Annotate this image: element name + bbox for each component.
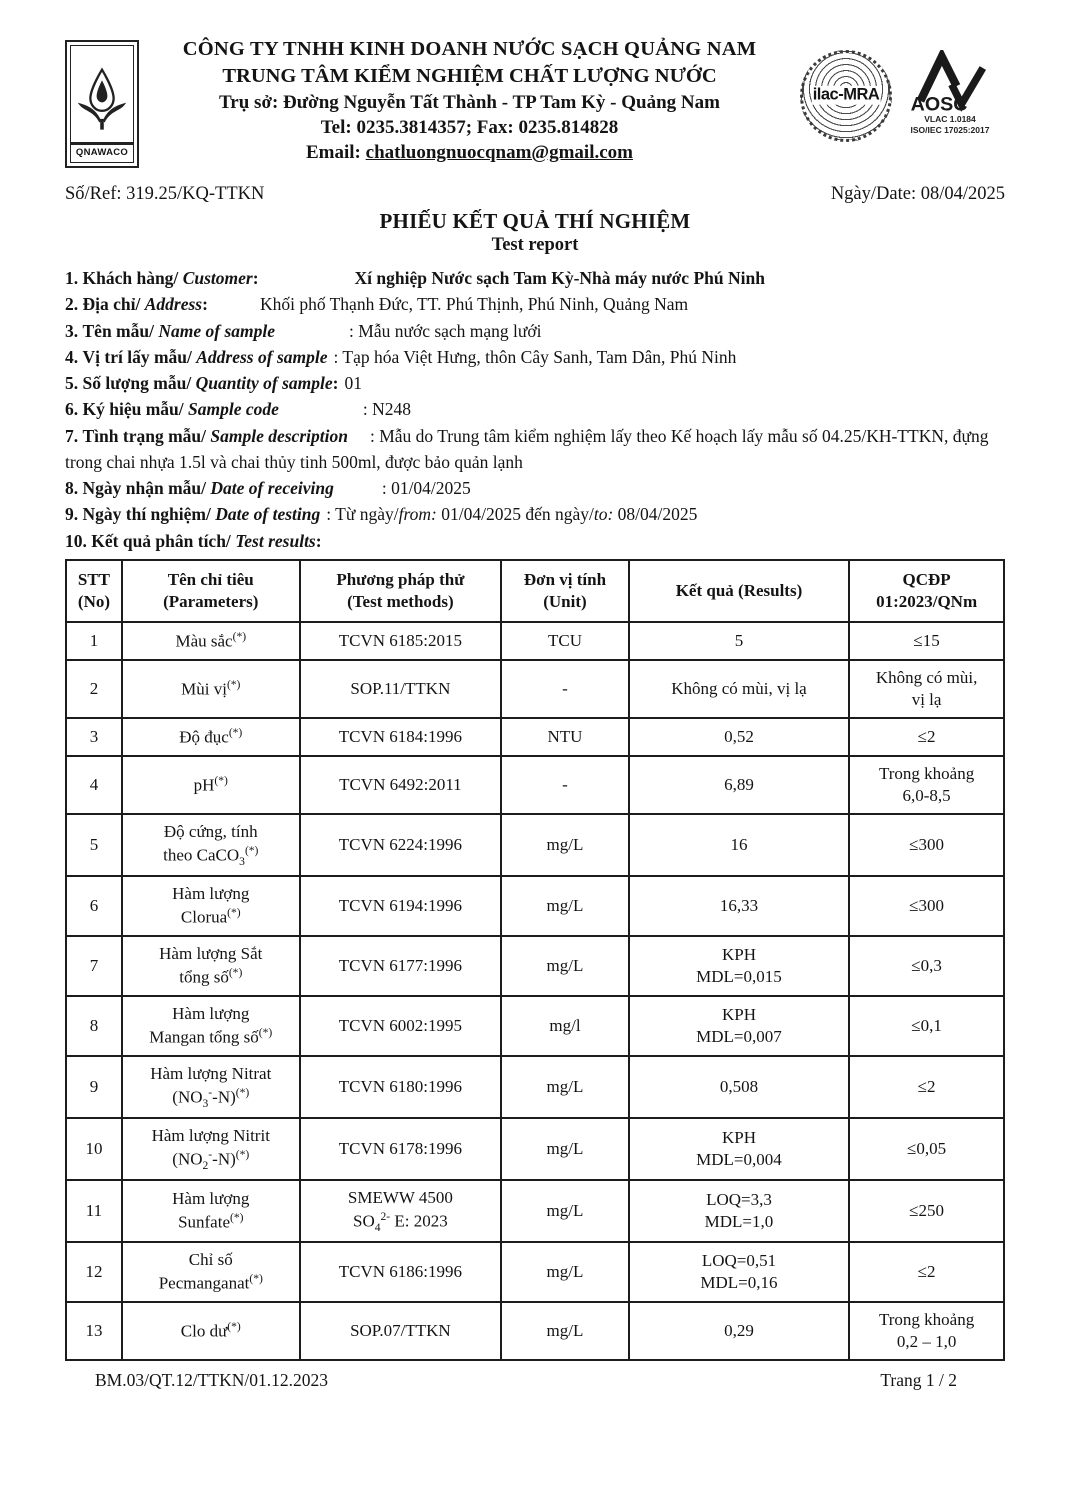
table-cell: LOQ=0,51 MDL=0,16 (629, 1242, 849, 1302)
table-cell: 7 (66, 936, 122, 996)
table-cell: mg/L (501, 936, 629, 996)
table-cell: 0,52 (629, 718, 849, 756)
org-tel-fax: Tel: 0235.3814357; Fax: 0235.814828 (320, 117, 619, 139)
table-cell: SOP.11/TTKN (300, 660, 502, 718)
table-cell: 5 (66, 814, 122, 876)
table-header-row (66, 560, 1004, 622)
aosc-logo (900, 50, 1000, 142)
table-cell: TCVN 6185:2015 (300, 622, 502, 660)
sample-description-value: : Mẫu do Trung tâm kiểm nghiệm lấy theo Kế hoạch lấy mẫu số 04.25/KH-TTKN, đựng trong chai nhựa 1.5l và chai thủy tinh 500ml, được bảo quản lạnh (65, 425, 989, 472)
table-cell: mg/L (501, 1118, 629, 1180)
table-cell: NTU (501, 718, 629, 756)
table-cell: mg/L (501, 1180, 629, 1242)
table-row (66, 756, 1004, 814)
table-cell: KPH MDL=0,004 (629, 1118, 849, 1180)
table-cell: 10 (66, 1118, 122, 1180)
center-name: TRUNG TÂM KIỂM NGHIỆM CHẤT LƯỢNG NƯỚC (222, 65, 717, 88)
table-row (66, 660, 1004, 718)
page-title: PHIẾU KẾT QUẢ THÍ NGHIỆM (379, 209, 691, 233)
table-cell: Không có mùi, vị lạ (849, 660, 1004, 718)
table-cell: 9 (66, 1056, 122, 1118)
company-name: CÔNG TY TNHH KINH DOANH NƯỚC SẠCH QUẢNG NAM (182, 38, 757, 60)
table-cell: 16,33 (629, 876, 849, 936)
table-cell: 6 (66, 876, 122, 936)
table-cell: 4 (66, 756, 122, 814)
table-row (66, 1180, 1004, 1242)
table-cell: mg/L (501, 1302, 629, 1360)
org-email-line (143, 140, 796, 165)
table-cell: ≤300 (849, 876, 1004, 936)
table-cell: TCVN 6180:1996 (300, 1056, 502, 1118)
email-address: chatluongnuocqnam@gmail.com (365, 142, 633, 164)
table-cell: TCVN 6177:1996 (300, 936, 502, 996)
page-footer (65, 1370, 1005, 1391)
table-cell: TCU (501, 622, 629, 660)
table-cell: ≤0,1 (849, 996, 1004, 1056)
table-cell: ≤15 (849, 622, 1004, 660)
table-cell: Không có mùi, vị lạ (629, 660, 849, 718)
table-cell: 13 (66, 1302, 122, 1360)
page-subtitle: Test report (491, 235, 579, 255)
table-cell: ≤0,05 (849, 1118, 1004, 1180)
table-cell: ≤2 (849, 718, 1004, 756)
aosc-mountain-check-icon (900, 50, 1000, 114)
table-cell: ≤300 (849, 814, 1004, 876)
ref-number: Số/Ref: 319.25/KQ-TTKN (65, 184, 265, 204)
table-row (66, 622, 1004, 660)
table-cell: 2 (66, 660, 122, 718)
customer-value: Xí nghiệp Nước sạch Tam Kỳ-Nhà máy nước Phú Ninh (354, 268, 765, 288)
table-row (66, 1242, 1004, 1302)
info-item-sample-code: 6. Ký hiệu mẫu/ Sample code : N248 (65, 399, 412, 420)
aosc-label: AOSC (910, 93, 968, 114)
table-cell: 12 (66, 1242, 122, 1302)
table-cell: Hàm lượng Mangan tổng số(*) (122, 996, 300, 1056)
table-cell: TCVN 6194:1996 (300, 876, 502, 936)
table-cell: mg/L (501, 1242, 629, 1302)
results-table-body (66, 622, 1004, 1360)
column-header: Kết quả (Results) (629, 560, 849, 622)
info-item-date-receiving: 8. Ngày nhận mẫu/ Date of receiving : 01/04/2025 (65, 478, 471, 498)
table-row (66, 718, 1004, 756)
org-address: Trụ sở: Đường Nguyễn Tất Thành - TP Tam Kỳ - Quảng Nam (219, 92, 720, 114)
table-cell: Chỉ số Pecmanganat(*) (122, 1242, 300, 1302)
form-code: BM.03/QT.12/TTKN/01.12.2023 (95, 1370, 329, 1391)
table-row (66, 1118, 1004, 1180)
sample-location-value: : Tạp hóa Việt Hưng, thôn Cây Sanh, Tam Dân, Phú Ninh (333, 346, 737, 367)
table-cell: Hàm lượng Sắt tổng số(*) (122, 936, 300, 996)
table-cell: SOP.07/TTKN (300, 1302, 502, 1360)
iso-standard: ISO/IEC 17025:2017 (910, 125, 990, 136)
table-cell: Độ đục(*) (122, 718, 300, 756)
sample-code-value: : N248 (362, 399, 412, 420)
table-row (66, 876, 1004, 936)
email-label: Email: (306, 142, 366, 164)
table-row (66, 814, 1004, 876)
vlac-number: VLAC 1.0184 (924, 114, 976, 124)
table-cell: pH(*) (122, 756, 300, 814)
table-cell: TCVN 6002:1995 (300, 996, 502, 1056)
table-cell: 3 (66, 718, 122, 756)
table-row (66, 1302, 1004, 1360)
table-cell: ≤2 (849, 1056, 1004, 1118)
table-cell: ≤0,3 (849, 936, 1004, 996)
letterhead (65, 36, 1005, 168)
table-cell: 16 (629, 814, 849, 876)
accreditation-logos (800, 50, 1005, 142)
table-cell: Độ cứng, tính theo CaCO$_3$(*) (122, 814, 300, 876)
table-cell: Hàm lượng Nitrat $(NO_3^--N)^{(*)}$ (122, 1056, 300, 1118)
table-cell: Hàm lượng Nitrit $(NO_2^--N)^{(*)}$ (122, 1118, 300, 1180)
column-header: Tên chỉ tiêu (Parameters) (122, 560, 300, 622)
info-item-customer: 1. Khách hàng/ Customer: Xí nghiệp Nước sạch Tam Kỳ-Nhà máy nước Phú Ninh (65, 268, 765, 288)
date-testing-value: : Từ ngày/from: 01/04/2025 đến ngày/to: 08/04/2025 (326, 504, 698, 525)
table-cell: mg/L (501, 1056, 629, 1118)
qnawaco-logo-text: QNAWACO (71, 142, 133, 158)
info-item-date-testing: 9. Ngày thí nghiệm/ Date of testing : Từ ngày/from: 01/04/2025 đến ngày/to: 08/04/2025 (65, 504, 698, 525)
table-cell: TCVN 6492:2011 (300, 756, 502, 814)
table-cell: Clo dư(*) (122, 1302, 300, 1360)
info-item-sample-location: 4. Vị trí lấy mẫu/ Address of sample : Tạp hóa Việt Hưng, thôn Cây Sanh, Tam Dân, Phú Ninh (65, 346, 737, 367)
column-header: Phương pháp thử (Test methods) (300, 560, 502, 622)
page-number: Trang 1 / 2 (880, 1370, 957, 1391)
column-header: Đơn vị tính (Unit) (501, 560, 629, 622)
table-cell: mg/l (501, 996, 629, 1056)
meta-row (65, 184, 1005, 205)
table-cell: Mùi vị(*) (122, 660, 300, 718)
column-header: STT (No) (66, 560, 122, 622)
sample-info-list (65, 265, 1005, 554)
table-cell: Trong khoảng 0,2 – 1,0 (849, 1302, 1004, 1360)
info-item-quantity: 5. Số lượng mẫu/ Quantity of sample: 01 (65, 373, 362, 393)
table-cell: ≤2 (849, 1242, 1004, 1302)
table-cell: TCVN 6184:1996 (300, 718, 502, 756)
results-table (65, 559, 1005, 1361)
table-cell: LOQ=3,3 MDL=1,0 (629, 1180, 849, 1242)
table-cell: KPH MDL=0,015 (629, 936, 849, 996)
table-row (66, 1056, 1004, 1118)
table-cell: 0,29 (629, 1302, 849, 1360)
table-cell: Trong khoảng 6,0-8,5 (849, 756, 1004, 814)
table-cell: 0,508 (629, 1056, 849, 1118)
table-cell: Hàm lượng Sunfate(*) (122, 1180, 300, 1242)
table-cell: 11 (66, 1180, 122, 1242)
table-cell: TCVN 6178:1996 (300, 1118, 502, 1180)
table-row (66, 996, 1004, 1056)
water-drop-hands-icon (75, 67, 129, 140)
qnawaco-logo (65, 40, 139, 168)
table-cell: SMEWW 4500 $SO_4^{2-}$ E: 2023 (300, 1180, 502, 1242)
table-cell: 6,89 (629, 756, 849, 814)
table-cell: Màu sắc(*) (122, 622, 300, 660)
table-cell: mg/L (501, 814, 629, 876)
column-header: QCĐP 01:2023/QNm (849, 560, 1004, 622)
info-item-sample-name: 3. Tên mẫu/ Name of sample : Mẫu nước sạch mạng lưới (65, 320, 542, 341)
quantity-value: 01 (344, 373, 362, 393)
sample-name-value: : Mẫu nước sạch mạng lưới (349, 320, 542, 341)
table-cell: 5 (629, 622, 849, 660)
table-cell: 1 (66, 622, 122, 660)
info-item-address: 2. Địa chỉ/ Address: Khối phố Thạnh Đức, TT. Phú Thịnh, Phú Ninh, Quảng Nam (65, 294, 689, 315)
table-cell: TCVN 6186:1996 (300, 1242, 502, 1302)
table-cell: ≤250 (849, 1180, 1004, 1242)
table-cell: 8 (66, 996, 122, 1056)
info-item-test-results: 10. Kết quả phân tích/ Test results: (65, 530, 322, 551)
table-cell: Hàm lượng Clorua(*) (122, 876, 300, 936)
table-cell: TCVN 6224:1996 (300, 814, 502, 876)
info-item-sample-description: 7. Tình trạng mẫu/ Sample description : Mẫu do Trung tâm kiểm nghiệm lấy theo Kế hoạch lấy mẫu số 04.25/KH-TTKN, đựng trong chai nhựa 1.5l và chai thủy tinh 500ml, được bảo quản lạnh (65, 425, 989, 472)
ilac-mra-stamp-icon (800, 50, 892, 142)
address-value: Khối phố Thạnh Đức, TT. Phú Thịnh, Phú Ninh, Quảng Nam (259, 294, 689, 315)
date-receiving-value: : 01/04/2025 (381, 478, 471, 498)
ilac-mra-label: ilac-MRA (812, 85, 880, 104)
table-row (66, 936, 1004, 996)
table-cell: mg/L (501, 876, 629, 936)
table-cell: - (501, 756, 629, 814)
report-date: Ngày/Date: 08/04/2025 (830, 184, 1005, 204)
table-cell: - (501, 660, 629, 718)
table-cell: KPH MDL=0,007 (629, 996, 849, 1056)
org-header (139, 36, 800, 165)
results-table-header (66, 560, 1004, 622)
